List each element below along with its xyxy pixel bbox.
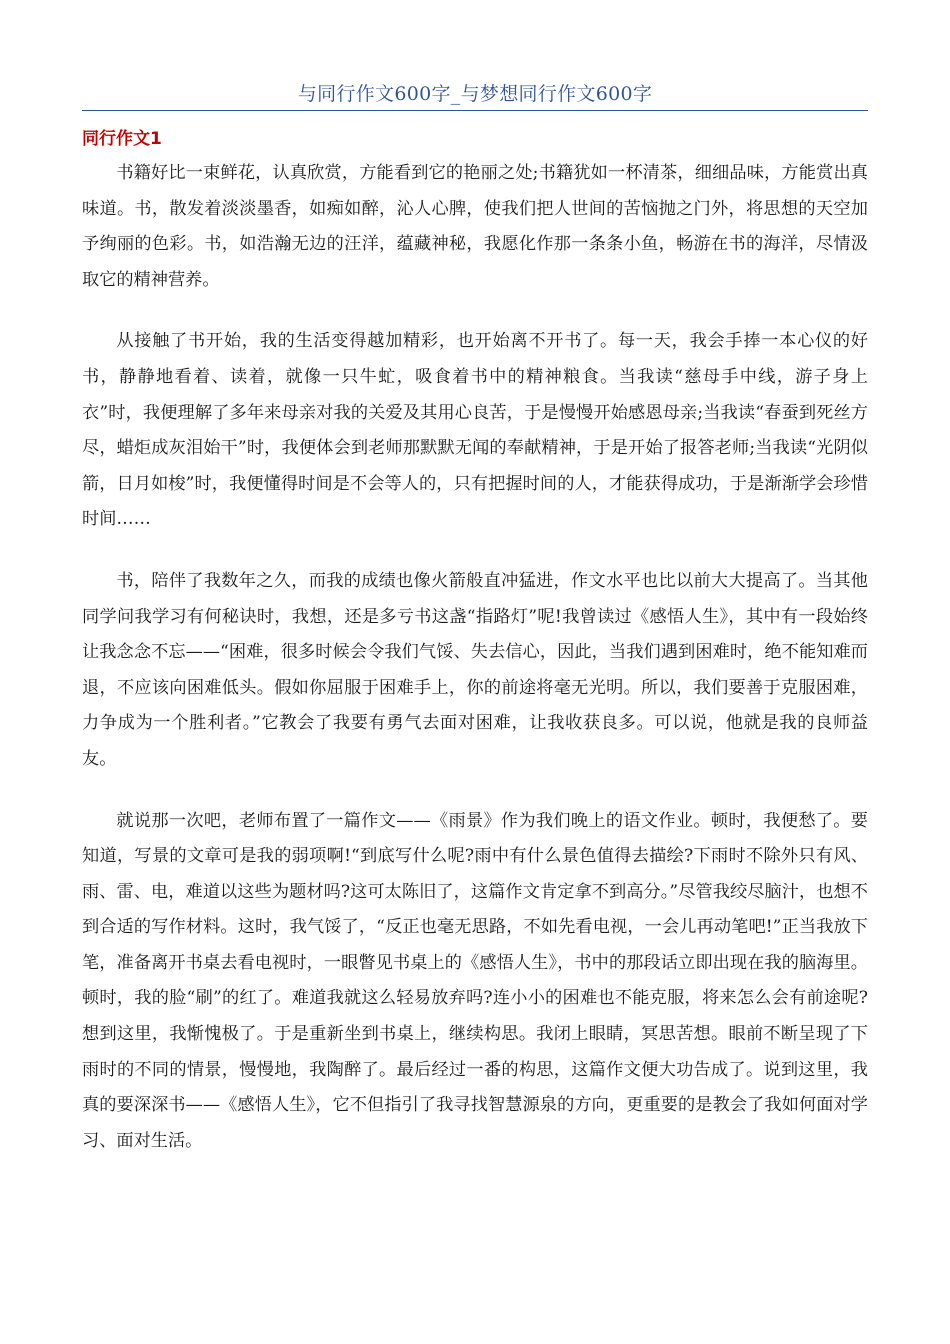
paragraph-4: 就说那一次吧，老师布置了一篇作文——《雨景》作为我们晚上的语文作业。顿时，我便愁了。要知道，写景的文章可是我的弱项啊!“到底写什么呢?雨中有什么景色值得去描绘?下雨时不除外只有风、雨、雷、电，难道以这些为题材吗?这可太陈旧了，这篇作文肯定拿不到高分。”尽管我绞尽脑汁，也想不到合适的写作材料。这时，我气馁了，“反正也毫无思路，不如先看电视，一会儿再动笔吧!”正当我放下笔，准备离开书桌去看电视时，一眼瞥见书桌上的《感悟人生》，书中的那段话立即出现在我的脑海里。顿时，我的脸“刷”的红了。难道我就这么轻易放弃吗?连小小的困难也不能克服，将来怎么会有前途呢?想到这里，我惭愧极了。于是重新坐到书桌上，继续构思。我闭上眼睛，冥思苦想。眼前不断呈现了下雨时的不同的情景，慢慢地，我陶醉了。最后经过一番的构思，这篇作文便大功告成了。说到这里，我真的要深深书——《感悟人生》，它不但指引了我寻找智慧源泉的方向，更重要的是教会了我如何面对学习、面对生活。 — [82, 810, 868, 1151]
essay-body — [82, 156, 868, 1185]
page-header-title: 与同行作文600字_与梦想同行作文600字 — [297, 83, 653, 105]
header-divider — [82, 110, 868, 111]
section-heading: 同行作文1 — [82, 129, 162, 149]
paragraph-3: 书，陪伴了我数年之久，而我的成绩也像火箭般直冲猛进，作文水平也比以前大大提高了。当其他同学问我学习有何秘诀时，我想，还是多亏书这盏“指路灯”呢!我曾读过《感悟人生》，其中有一段始终让我念念不忘——“困难，很多时候会令我们气馁、失去信心，因此，当我们遇到困难时，绝不能知难而退，不应该向困难低头。假如你屈服于困难手上，你的前途将毫无光明。所以，我们要善于克服困难，力争成为一个胜利者。”它教会了我要有勇气去面对困难，让我收获良多。可以说，他就是我的良师益友。 — [82, 570, 868, 769]
paragraph-1: 书籍好比一束鲜花，认真欣赏，方能看到它的艳丽之处;书籍犹如一杯清茶，细细品味，方能赏出真味道。书，散发着淡淡墨香，如痴如醉，沁人心脾，使我们把人世间的苦恼抛之门外，将思想的天空加予绚丽的色彩。书，如浩瀚无边的汪洋，蕴藏神秘，我愿化作那一条条小鱼，畅游在书的海洋，尽情汲取它的精神营养。 — [82, 163, 868, 290]
paragraph-2: 从接触了书开始，我的生活变得越加精彩，也开始离不开书了。每一天，我会手捧一本心仪的好书，静静地看着、读着，就像一只牛虻，吸食着书中的精神粮食。当我读“慈母手中线，游子身上衣”时，我便理解了多年来母亲对我的关爱及其用心良苦，于是慢慢开始感恩母亲;当我读“春蚕到死丝方尽，蜡炬成灰泪始干”时，我便体会到老师那默默无闻的奉献精神，于是开始了报答老师;当我读“光阴似箭，日月如梭”时，我便懂得时间是不会等人的，只有把握时间的人，才能获得成功，于是渐渐学会珍惜时间…… — [82, 331, 868, 530]
